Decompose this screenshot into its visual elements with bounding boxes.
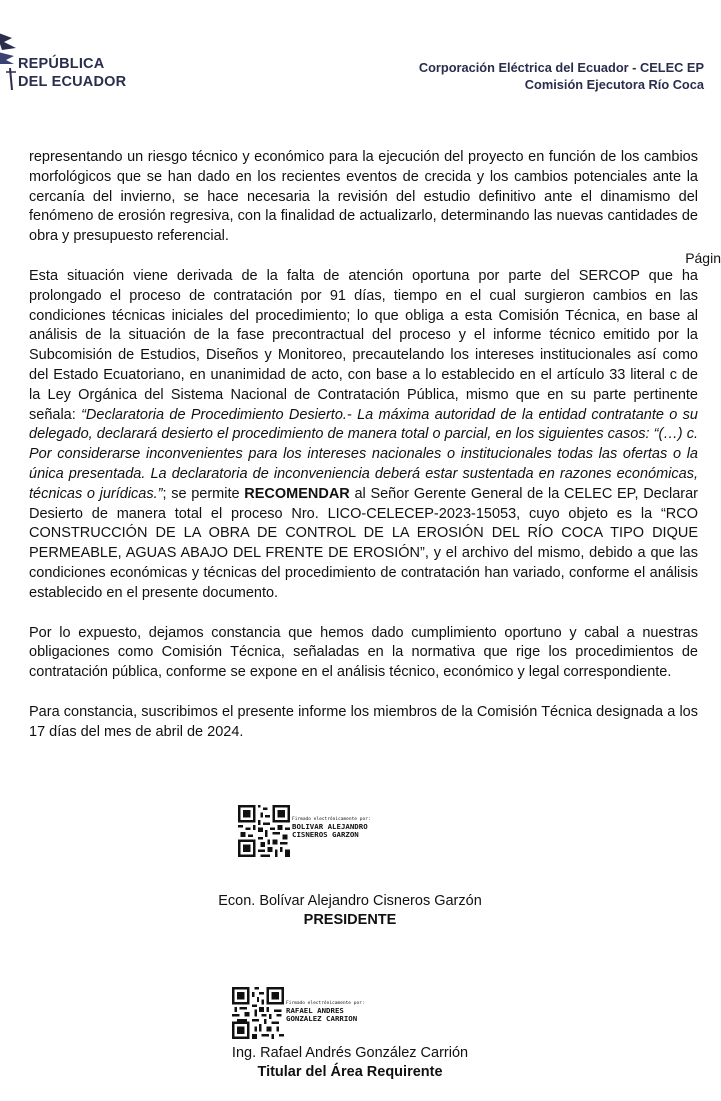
signatory-2 (150, 1044, 550, 1082)
stamp-2-line-2: GONZALEZ CARRION (286, 1014, 358, 1023)
paragraph-3: Por lo expuesto, dejamos constancia que hemos dado cumplimiento oportuno y cabal a nuestras obligaciones como Comisión Técnica, señaladas en la normativa que rige los procedimientos de contratación pública, conforme se expone en el análisis técnico, económico y legal correspondiente. (29, 624, 698, 681)
signature-stamp-2 (286, 1001, 365, 1023)
corporation-name: Corporación Eléctrica del Ecuador - CELEC EP (418, 60, 704, 75)
stamp-2-line-1: RAFAEL ANDRES (286, 1006, 344, 1015)
stamp-1-line-2: CISNEROS GARZON (292, 830, 359, 839)
paragraph-4: Para constancia, suscribimos el presente informe los miembros de la Comisión Técnica designada a los 17 días del mes de abril de 2024. (29, 703, 698, 740)
qr-code-icon (238, 805, 290, 857)
paragraph-2 (29, 267, 698, 604)
page-label-cutoff: Págin (685, 250, 721, 266)
signatory-2-role: Titular del Área Requirente (257, 1064, 443, 1080)
stamp-2-caption: Firmado electrónicamente por: (286, 1001, 365, 1006)
signatory-1-role: PRESIDENTE (303, 912, 397, 928)
recommendation-keyword: RECOMENDAR (244, 485, 350, 502)
ecuador-emblem-icon (0, 28, 20, 92)
signatory-1 (150, 892, 550, 930)
qr-code-icon (232, 987, 284, 1039)
organization-header (419, 59, 704, 93)
commission-name: Comisión Ejecutora Río Coca (524, 77, 704, 92)
paragraph-2-mid: ; se permite (162, 485, 245, 502)
signatory-2-name: Ing. Rafael Andrés González Carrión (231, 1045, 469, 1061)
paragraph-1: representando un riesgo técnico y económico para la ejecución del proyecto en función de los cambios morfológicos que se han dado en los recientes eventos de crecida y los cambios potenciales ante la cercanía del invierno, se hace necesaria la revisión del estudio definitivo ante el dinamismo del fenómeno de erosión regresiva, con la finalidad de actualizarlo, determinando las nuevas cantidades de obra y presupuesto referencial. (29, 149, 698, 245)
legal-quote: “Declaratoria de Procedimiento Desierto.- La máxima autoridad de la entidad contratante o su delegado, declarará desierto el procedimiento de manera total o parcial, en los siguientes casos: “(…) c. Por considerarse inconvenientes para los intereses nacionales o institucionales todas las ofertas o la única presentada. La declaratoria de inconveniencia deberá estar sustentada en razones económicas, técnicas o jurídicas.” (29, 406, 698, 502)
document-body (29, 148, 698, 763)
signature-stamp-1 (292, 817, 371, 839)
signatory-1-name: Econ. Bolívar Alejandro Cisneros Garzón (218, 893, 482, 909)
paragraph-2-end: al Señor Gerente General de la CELEC EP, Declarar Desierto de manera total el proceso Nro. LICO-CELECEP-2023-15053, cuyo objeto es la “RCO CONSTRUCCIÓN DE LA OBRA DE CONTROL DE LA EROSIÓN DEL RÍO COCA TIPO DIQUE PERMEABLE, AGUAS ABAJO DEL FRENTE DE EROSIÓN”, y el archivo del mismo, debido a que las condiciones económicas y técnicas del procedimiento de contratación han variado, conforme el análisis establecido en el presente documento. (29, 485, 698, 601)
del-ecuador-line: DEL ECUADOR (18, 74, 127, 90)
signature-qr-1 (238, 805, 290, 857)
signature-qr-2 (232, 987, 284, 1039)
republica-line: REPÚBLICA (18, 56, 105, 72)
stamp-1-caption: Firmado electrónicamente por: (292, 817, 371, 822)
paragraph-2-intro: Esta situación viene derivada de la falta de atención oportuna por parte del SERCOP que ha prolongado el proceso de contratación por 91 días, tiempo en el cual surgieron cambios en las condiciones técnicas iniciales del procedimiento; lo que obliga a esta Comisión Técnica, en base al análisis de la situación de la fase precontractual del proceso y el informe técnico emitido por la Subcomisión de Estudios, Diseños y Monitoreo, precautelando los intereses institucionales así como del Estado Ecuatoriano, en unanimidad de acto, con base a lo establecido en el artículo 33 literal c de la Ley Orgánica del Sistema Nacional de Contratación Pública, mismo que en su parte pertinente señala: (29, 267, 698, 423)
page-header (0, 0, 721, 110)
republica-del-ecuador-logo-text (18, 55, 126, 91)
stamp-1-line-1: BOLIVAR ALEJANDRO (292, 822, 368, 831)
